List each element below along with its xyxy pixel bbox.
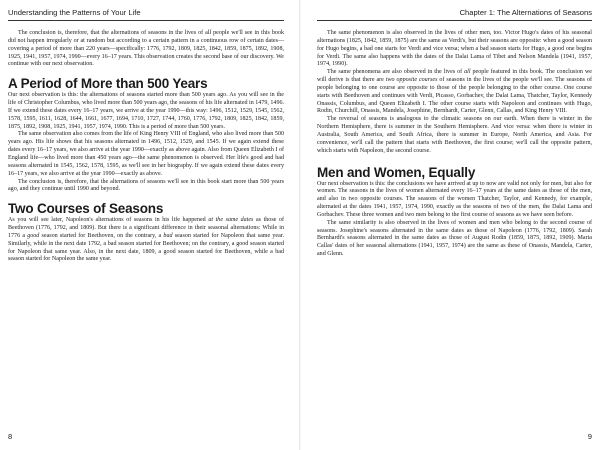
header-rule-right <box>317 20 592 21</box>
running-head-right: Chapter 1: The Alternations of Seasons <box>459 8 592 17</box>
text-run: season started for Beethoven, on the contrary, a <box>39 232 164 239</box>
paragraph: The conclusion is, therefore, that the alternations of seasons in the lives of all people we'll see in this book did not happen irregularly or at random but according to a certain pattern in a continuous row of certain dates—covering a period of more than 220 years—specifically: 1776, 1792, 1809, 1825, 1842, 1859, 1875, 1892, 1908, 1925, 1941, 1957, 1974, 1990—every 16–17 years. This observation creates the second base of our discovery. We continue with our next observation. <box>8 30 284 68</box>
paragraph: Our next observation is this: the conclusions we have arrived at up to now are valid not only for men, but also for women. The seasons in the lives of women alternated every 16–17 years at the same dates as those of the men, and also in two opposite courses. The seasons of the women Thatcher, Taylor, and Kennedy, for example, alternated at the dates 1941, 1957, 1974, 1990, exactly as the seasons of two of the men, the Dalai Lama and Gorbachev. These three women and two men belong to the first course of seasons as we have seen before. <box>317 180 592 218</box>
emphasis: two opposite courses <box>385 77 438 84</box>
paragraph: The same phenomenon is also observed in the lives of other men, too. Victor Hugo's dates of his seasonal alternations (1825, 1842, 1859, 1875) are the same as Verdi's, but their seasons are opposite: when a good season for Hugo begins, a bad one starts for Verdi and vice versa; when a bad season starts for Hugo, a good one begins for Verdi. The same also happens with the dates of the Dalai Lama of Tibet and Nelson Mandela (1941, 1957, 1974, 1990). <box>317 30 592 68</box>
right-page-body <box>317 30 592 259</box>
emphasis: all <box>464 69 471 76</box>
text-run: as those of Beethoven (1776, 1792, and 1809). But there is a significant difference in their seasonal alternations: While in 1776 a <box>8 217 284 239</box>
text-run: people featured in this book. The conclusion we will derive is that there are <box>317 69 592 84</box>
text-run: season started for Napoleon that same year. Similarly, while in the next date 1792, a bad season started for Beethoven; on the contrary, a good season started for Napoleon that same year. Also, in the next date, 1809, a good season started for Beethoven, while a bad season started for Napoleon the same year. <box>8 232 284 263</box>
emphasis: good <box>27 232 40 239</box>
header-rule-left <box>8 20 284 21</box>
paragraph <box>317 69 592 116</box>
page-number-right: 9 <box>587 432 592 441</box>
running-head-left: Understanding the Patterns of Your Life <box>8 8 141 17</box>
section-heading: Two Courses of Seasons <box>8 201 164 217</box>
text-run: As you will see later, Napoleon's alternations of seasons in his life happened <box>8 217 209 224</box>
paragraph: The conclusion is, therefore, that the alternations of seasons we'll see in this book start more than 500 years ago, and they continue until 1990 and beyond. <box>8 178 284 193</box>
paragraph: The reversal of seasons is analogous to the climatic seasons on our earth. When there is winter in the Northern Hemisphere, there is summer in the Southern Hemisphere. And vice versa: when there is winter in Australia, South America, and South Africa, there is summer in Europe, North America, and Asia. For convenience, we'll call the pattern that starts with Beethoven, the first course; we'll call the opposite pattern, which starts with Napoleon, the second course. <box>317 116 592 154</box>
right-page <box>300 0 600 450</box>
paragraph: Our next observation is this: the alternations of seasons started more than 500 years ago. As you will see in the life of Christopher Columbus, who lived more than 500 years ago, the seasons of his life alternated in 1479, 1496. If we extend these dates every 16–17 years, we arrive at the year 1990—this way: 1496, 1512, 1529, 1545, 1562, 1578, 1595, 1611, 1628, 1644, 1661, 1677, 1694, 1710, 1727, 1744, 1760, 1776, 1792, 1809, 1825, 1842, 1859, 1875, 1892, 1908, 1925, 1941, 1957, 1974, 1990. This is a period of more than 500 years. <box>8 92 284 130</box>
section-heading: Men and Women, Equally <box>317 164 476 180</box>
page-number-left: 8 <box>8 432 13 441</box>
emphasis: at the same dates <box>208 217 254 224</box>
text-run: The same phenomena are also observed in the lives of <box>327 69 465 76</box>
paragraph: The same observation also comes from the life of King Henry VIII of England, who also lived more than 500 years ago. His life shows that his seasons alternated in 1496, 1512, 1529, and 1545. If we again extend these dates every 16–17 years, we also arrive at the year 1990—exactly as above again. Also from Queen Elizabeth I of England life—who lived more than 450 years ago—the same phenomenon is observed. Her life's good and bad seasons alternated in 1545, 1562, 1578, 1595, as we'll see in her biography. If we again extend these dates every 16–17 years, we also arrive at the year 1990—exactly as above. <box>8 131 284 177</box>
paragraph: The same similarity is also observed in the lives of women and men who belong to the second course of seasons. Josephine's seasons alternated in the same dates as those of Napoleon (1776, 1792, 1809). Sarah Bernhardt's seasons alternated in the same dates as those of August Rodin (1859, 1875, 1892, 1909). Maria Callas' dates of her seasonal alternations (1941, 1957, 1974) are the same as these of Onassis, Mandela, Carter, and Glenn. <box>317 219 592 258</box>
left-page-body <box>8 30 284 264</box>
paragraph <box>8 217 284 264</box>
text-run: of seasons in the lives of the people we'll see. The seasons of people belonging to one course are opposite to those of the people belonging to the other course. One course starts with Beethoven and continues with Verdi, Picasso, Gorbachev, the Dalai Lama, Thatcher, Taylor, Kennedy Onassis, Columbus, and Queen Elizabeth I. The other course starts with Napoleon and continues with Hugo, Rodin, Churchill, Onassis, Mandela, Josephine, Bernhardt, Carter, Glenn, Callas, and King Henry VIII. <box>317 77 592 115</box>
emphasis: bad <box>163 232 173 239</box>
section-heading: A Period of More than 500 Years <box>8 76 208 92</box>
